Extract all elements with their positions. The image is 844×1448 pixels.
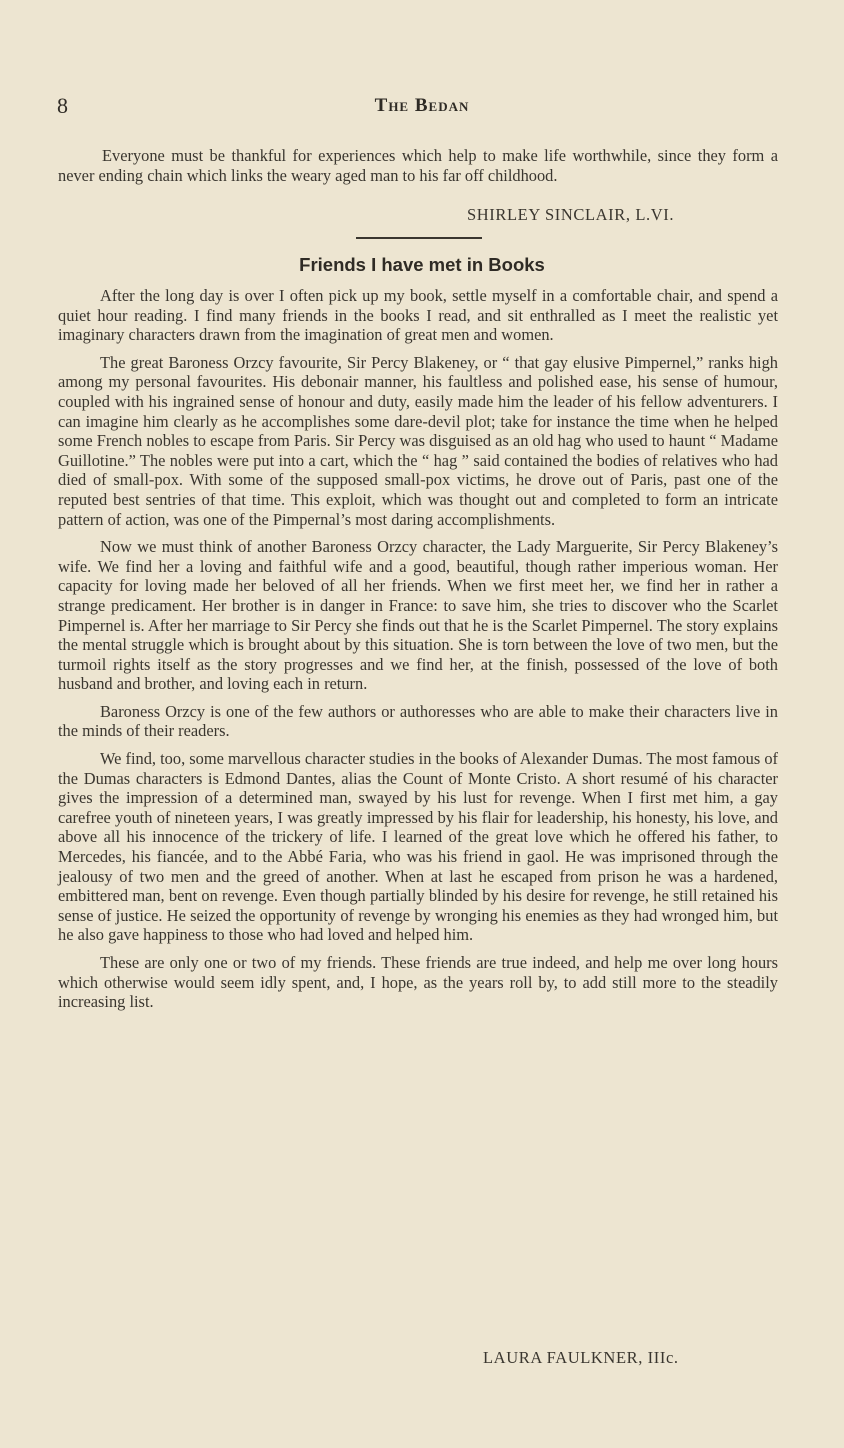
page-number: 8 xyxy=(57,93,68,118)
article-body xyxy=(58,286,778,1020)
running-header-title: The Bedan xyxy=(374,95,470,116)
intro-signature: SHIRLEY SINCLAIR, L.VI. xyxy=(467,205,675,224)
article-paragraph: These are only one or two of my friends. These friends are true indeed, and help me over long hours which otherwise would seem idly spent, and, I hope, as the years roll by, to add still more to the steadily increasing list. xyxy=(58,953,778,1012)
article-paragraph: Baroness Orzcy is one of the few authors or authoresses who are able to make their characters live in the minds of their readers. xyxy=(58,701,778,741)
article-paragraph: We find, too, some marvellous character studies in the books of Alexander Dumas. The most famous of the Dumas characters is Edmond Dantes, alias the Count of Monte Cristo. A short resumé of his character gives the impression of a determined man, swayed by his lust for revenge. When I first met him, a gay carefree youth of nineteen years, I was greatly impressed by his flair for leadership, his honesty, his love, and above all his innocence of the trickery of life. I learned of the great love which he offered his father, to Mercedes, his fiancée, and to the Abbé Faria, who was his friend in gaol. He was imprisoned through the jealousy of two men and the greed of another. When at last he escaped from prison he was a hardened, embittered man, bent on revenge. Even though partially blinded by his desire for revenge, he still retained his sense of justice. He seized the opportunity of revenge by wronging his enemies as they had wronged him, but he also gave happiness to those who had loved and helped him. xyxy=(58,749,778,945)
intro-paragraph: Everyone must be thankful for experiences which help to make life worthwhile, since they form a never ending chain which links the weary aged man to his far off childhood. xyxy=(58,146,778,185)
article-title: Friends I have met in Books xyxy=(299,254,545,275)
section-divider xyxy=(356,237,482,239)
article-signature: LAURA FAULKNER, IIIc. xyxy=(483,1348,679,1367)
article-paragraph: The great Baroness Orzcy favourite, Sir Percy Blakeney, or “ that gay elusive Pimpernel,” ranks high among my personal favourites. His debonair manner, his faultless and polished ease, his sense of humour, coupled with his ingrained sense of honour and duty, easily made him the leader of his fellow adventurers. I can imagine him clearly as he accomplishes some dare-devil plot; take for instance the time when he helped some French nobles to escape from Paris. Sir Percy was disguised as an old hag who used to haunt “ Madame Guillotine.” The nobles were put into a cart, which the “ hag ” said contained the bodies of relatives who had died of small-pox. With some of the supposed small-pox victims, he drove out of Paris, past one of the reputed best sentries of that time. This exploit, which was thought out and completed to form an intricate pattern of action, was one of the Pimpernal’s most daring accomplishments. xyxy=(58,352,778,529)
article-paragraph: After the long day is over I often pick up my book, settle myself in a comfortable chair, and spend a quiet hour reading. I find many friends in the books I read, and sit enthralled as I meet the realistic yet imaginary characters drawn from the imagination of great men and women. xyxy=(58,286,778,345)
article-paragraph: Now we must think of another Baroness Orzcy character, the Lady Marguerite, Sir Percy Blakeney’s wife. We find her a loving and faithful wife and a good, beautiful, though rather imperious woman. Her capacity for loving made her beloved of all her friends. When we first meet her, we find her in rather a strange predicament. Her brother is in danger in France: to save him, she tries to discover who the Scarlet Pimpernel is. After her marriage to Sir Percy she finds out that he is the Scarlet Pimpernel. The story explains the mental struggle which is brought about by this situation. She is torn between the love of two men, but the turmoil rights itself as the story progresses and we find her, at the finish, possessed of the love of both husband and brother, and loving each in return. xyxy=(58,537,778,694)
